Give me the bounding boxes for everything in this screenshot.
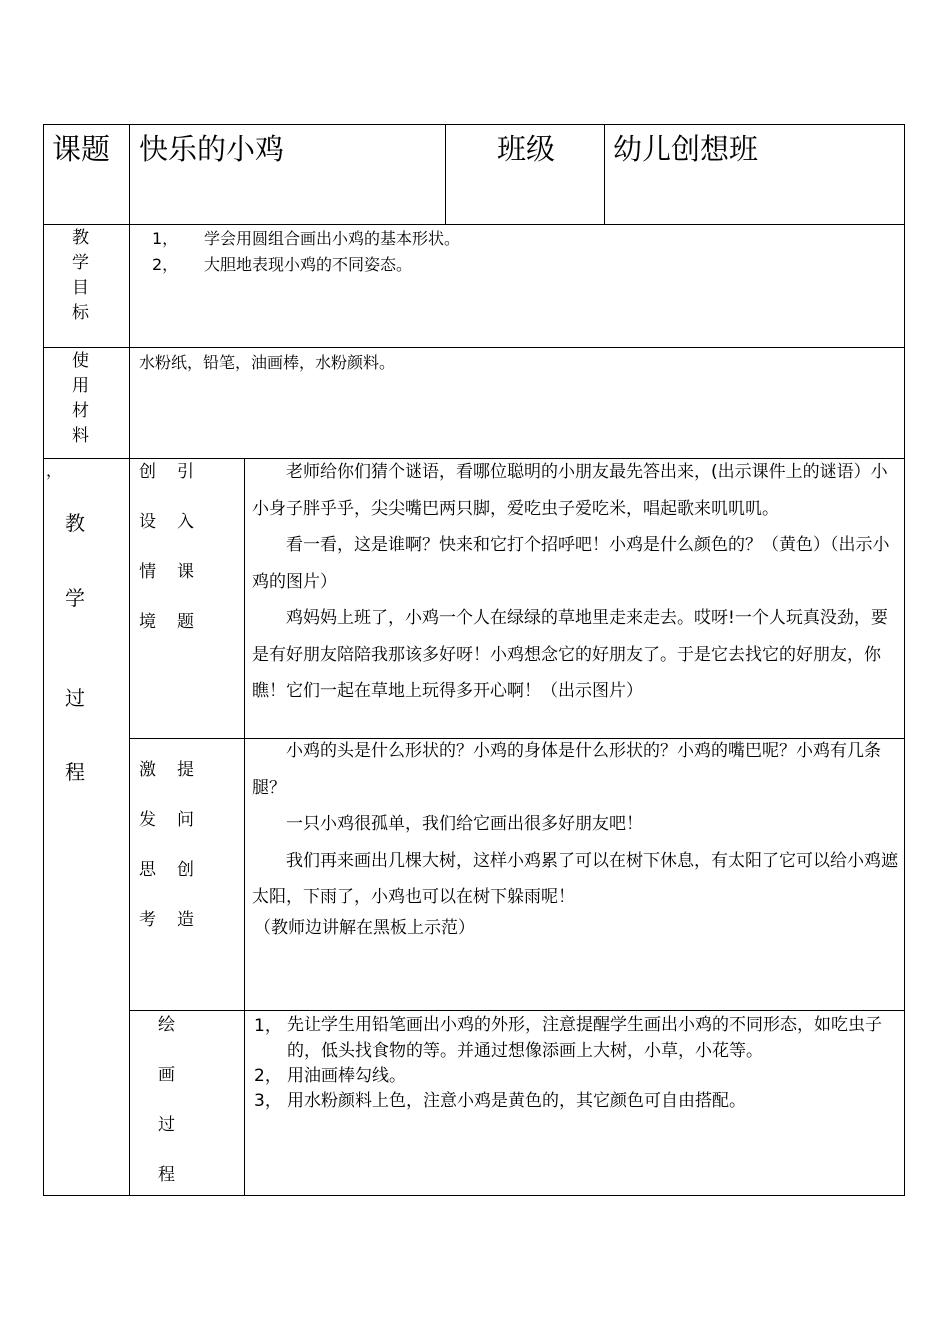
section2-paragraph: 我们再来画出几棵大树，这样小鸡累了可以在树下休息，有太阳了它可以给小鸡遮太阳，下雨了，小鸡也可以在树下躲雨呢！ [252, 850, 898, 907]
step-number: 2， [254, 1066, 282, 1086]
section2-paragraph: 一只小鸡很孤单，我们给它画出很多好朋友吧！ [286, 814, 643, 834]
section2-sublabel-left: 发 [139, 810, 156, 830]
section3-sublabel: 绘 [158, 1015, 175, 1035]
objectives-label-char: 教 [72, 228, 89, 248]
section2-sublabel-right: 问 [177, 810, 194, 830]
section1-paragraph: 老师给你们猜个谜语，看哪位聪明的小朋友最先答出来，(出示课件上的谜语）小小身子胖乎乎，尖尖嘴巴两只脚，爱吃虫子爱吃米，唱起歌来叽叽叽。 [252, 462, 888, 519]
column-divider-class-label [604, 124, 605, 224]
objective-number: 1， [152, 229, 179, 248]
step-text: 先让学生用铅笔画出小鸡的外形，注意提醒学生画出小鸡的不同形态，如吃虫子的，低头找食物的等。并通过想像添画上大树，小草，小花等。 [287, 1015, 882, 1061]
step-number: 1， [254, 1016, 282, 1036]
materials-label-char: 料 [72, 426, 89, 446]
table-border-right [904, 124, 905, 1196]
process-label-char: 教 [65, 511, 85, 535]
step-number: 3， [254, 1091, 282, 1111]
row-divider-header [43, 224, 905, 225]
section2-sublabel-left: 考 [139, 910, 156, 930]
section1-sublabel-left: 情 [139, 562, 156, 582]
section1-content [252, 454, 898, 710]
objective-text: 学会用圆组合画出小鸡的基本形状。 [204, 229, 461, 248]
topic-label: 课题 [52, 132, 111, 166]
class-label: 班级 [497, 132, 556, 166]
section2-sublabel-left: 思 [139, 860, 156, 880]
process-mark: ， [46, 461, 63, 480]
materials-label-char: 用 [72, 376, 89, 396]
column-divider-topic [445, 124, 446, 224]
objectives-label-char: 标 [72, 303, 89, 323]
objective-text: 大胆地表现小鸡的不同姿态。 [204, 255, 413, 274]
objective-number: 2， [152, 255, 179, 274]
materials-label-char: 材 [72, 401, 89, 421]
table-border-bottom [43, 1195, 905, 1196]
section2-sublabel-left: 激 [139, 760, 156, 780]
section1-sublabel-right: 引 [177, 462, 194, 482]
objectives-label-char: 目 [72, 278, 89, 298]
section1-sublabel-right: 课 [177, 562, 194, 582]
step-text: 用油画棒勾线。 [287, 1066, 406, 1086]
section1-sublabel-left: 设 [139, 512, 156, 532]
process-label-char: 程 [65, 760, 85, 784]
row-divider-section-2 [129, 1010, 905, 1011]
materials-label-char: 使 [72, 351, 89, 371]
section2-paragraph: 小鸡的头是什么形状的？小鸡的身体是什么形状的？小鸡的嘴巴呢？小鸡有几条腿？ [252, 741, 881, 798]
objectives-label-char: 学 [72, 253, 89, 273]
section1-sublabel-right: 入 [177, 512, 194, 532]
section1-paragraph: 看一看，这是谁啊？快来和它打个招呼吧！小鸡是什么颜色的？（黄色）（出示小鸡的图片） [252, 535, 890, 592]
section1-sublabel-left: 创 [139, 462, 156, 482]
section1-paragraph: 鸡妈妈上班了，小鸡一个人在绿绿的草地里走来走去。哎呀!一个人玩真没劲，要是有好朋友陪陪我那该多好呀！小鸡想念它的好朋友了。于是它去找它的好朋友，你瞧！它们一起在草地上玩得多开心啊！（出示图片） [252, 608, 888, 701]
process-label-char: 学 [65, 586, 85, 610]
section3-sublabel: 过 [158, 1115, 175, 1135]
row-divider-objectives [43, 347, 905, 348]
section1-sublabel-right: 题 [177, 612, 194, 632]
table-border-top [43, 124, 905, 125]
table-border-left [43, 124, 44, 1196]
section2-sublabel-right: 创 [177, 860, 194, 880]
section2-sublabel-right: 提 [177, 760, 194, 780]
section3-sublabel: 程 [158, 1165, 175, 1185]
section2-sublabel-right: 造 [177, 910, 194, 930]
process-label-char: 过 [65, 686, 85, 710]
section2-content [252, 733, 898, 916]
topic-value: 快乐的小鸡 [139, 132, 285, 166]
step-text: 用水粉颜料上色，注意小鸡是黄色的，其它颜色可自由搭配。 [287, 1091, 746, 1111]
column-divider-label [129, 124, 130, 1196]
materials-text: 水粉纸，铅笔，油画棒，水粉颜料。 [139, 353, 396, 372]
section1-sublabel-left: 境 [139, 612, 156, 632]
section2-note: （教师边讲解在黑板上示范） [254, 918, 475, 938]
section3-sublabel: 画 [158, 1065, 175, 1085]
class-value: 幼儿创想班 [613, 132, 759, 166]
column-divider-sublabel [244, 458, 245, 1196]
